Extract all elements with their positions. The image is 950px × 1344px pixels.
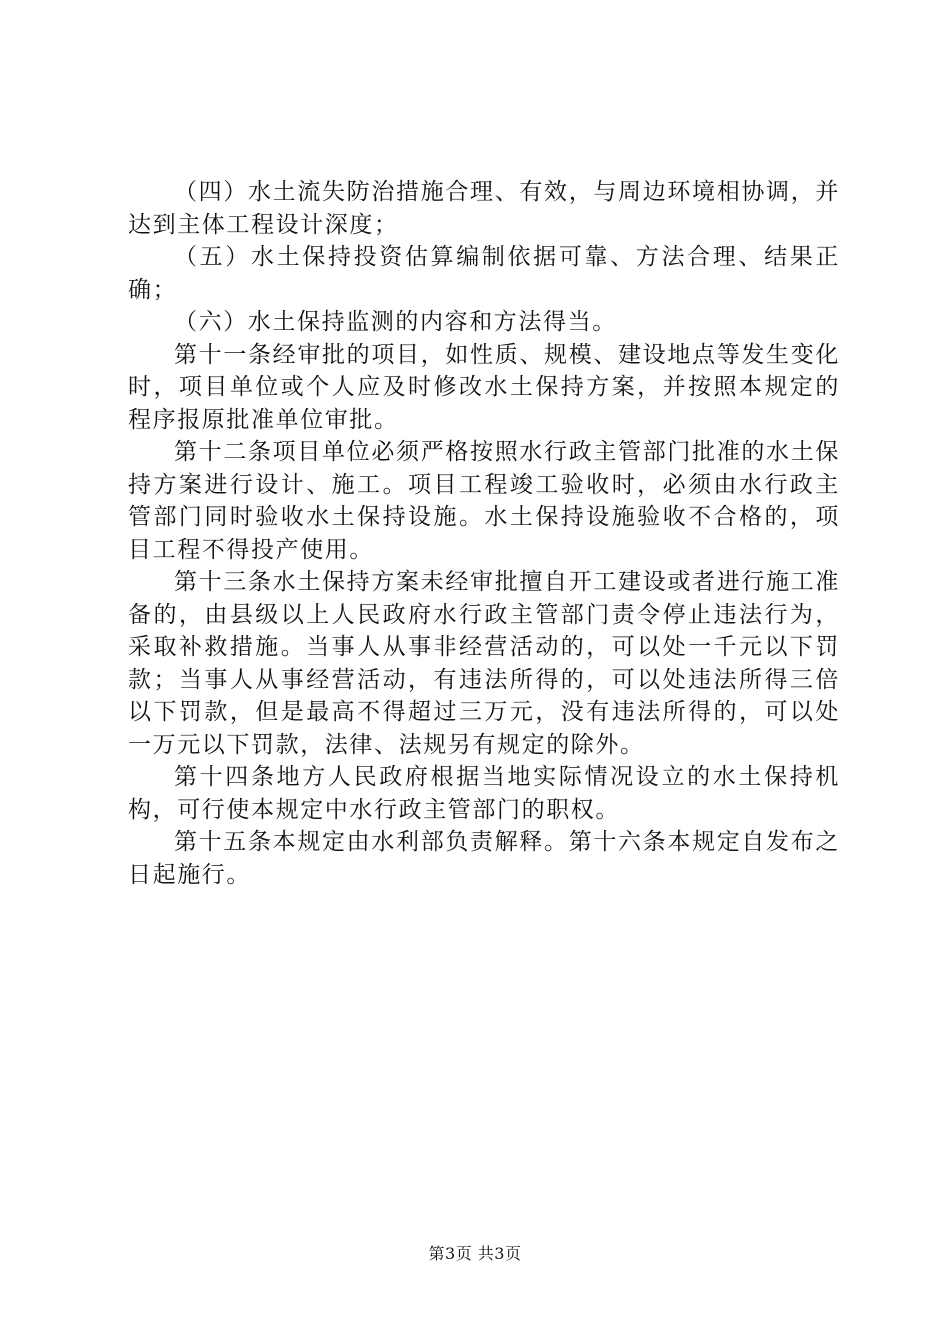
- paragraph-article-12: 第十二条项目单位必须严格按照水行政主管部门批准的水土保持方案进行设计、施工。项目工程竣工验收时，必须由水行政主管部门同时验收水土保持设施。水土保持设施验收不合格的，项目工程不得投产使用。: [128, 439, 840, 563]
- paragraph-article-14: 第十四条地方人民政府根据当地实际情况设立的水土保持机构，可行使本规定中水行政主管部门的职权。: [128, 764, 840, 823]
- paragraph-item-4: （四）水土流失防治措施合理、有效，与周边环境相协调，并达到主体工程设计深度；: [128, 179, 840, 238]
- paragraph-item-5: （五）水土保持投资估算编制依据可靠、方法合理、结果正确；: [128, 244, 840, 303]
- paragraph-item-6: （六）水土保持监测的内容和方法得当。: [174, 309, 617, 335]
- paragraph-article-15-16: 第十五条本规定由水利部负责解释。第十六条本规定自发布之日起施行。: [128, 829, 840, 888]
- paragraph-article-11: 第十一条经审批的项目，如性质、规模、建设地点等发生变化时，项目单位或个人应及时修改水土保持方案，并按照本规定的程序报原批准单位审批。: [128, 341, 840, 433]
- paragraph-article-13: 第十三条水土保持方案未经审批擅自开工建设或者进行施工准备的，由县级以上人民政府水行政主管部门责令停止违法行为，采取补救措施。当事人从事非经营活动的，可以处一千元以下罚款；当事人从事经营活动，有违法所得的，可以处违法所得三倍以下罚款，但是最高不得超过三万元，没有违法所得的，可以处一万元以下罚款，法律、法规另有规定的除外。: [128, 569, 840, 758]
- page-footer: 第3页 共3页: [428, 1244, 522, 1263]
- document-body: [128, 176, 840, 891]
